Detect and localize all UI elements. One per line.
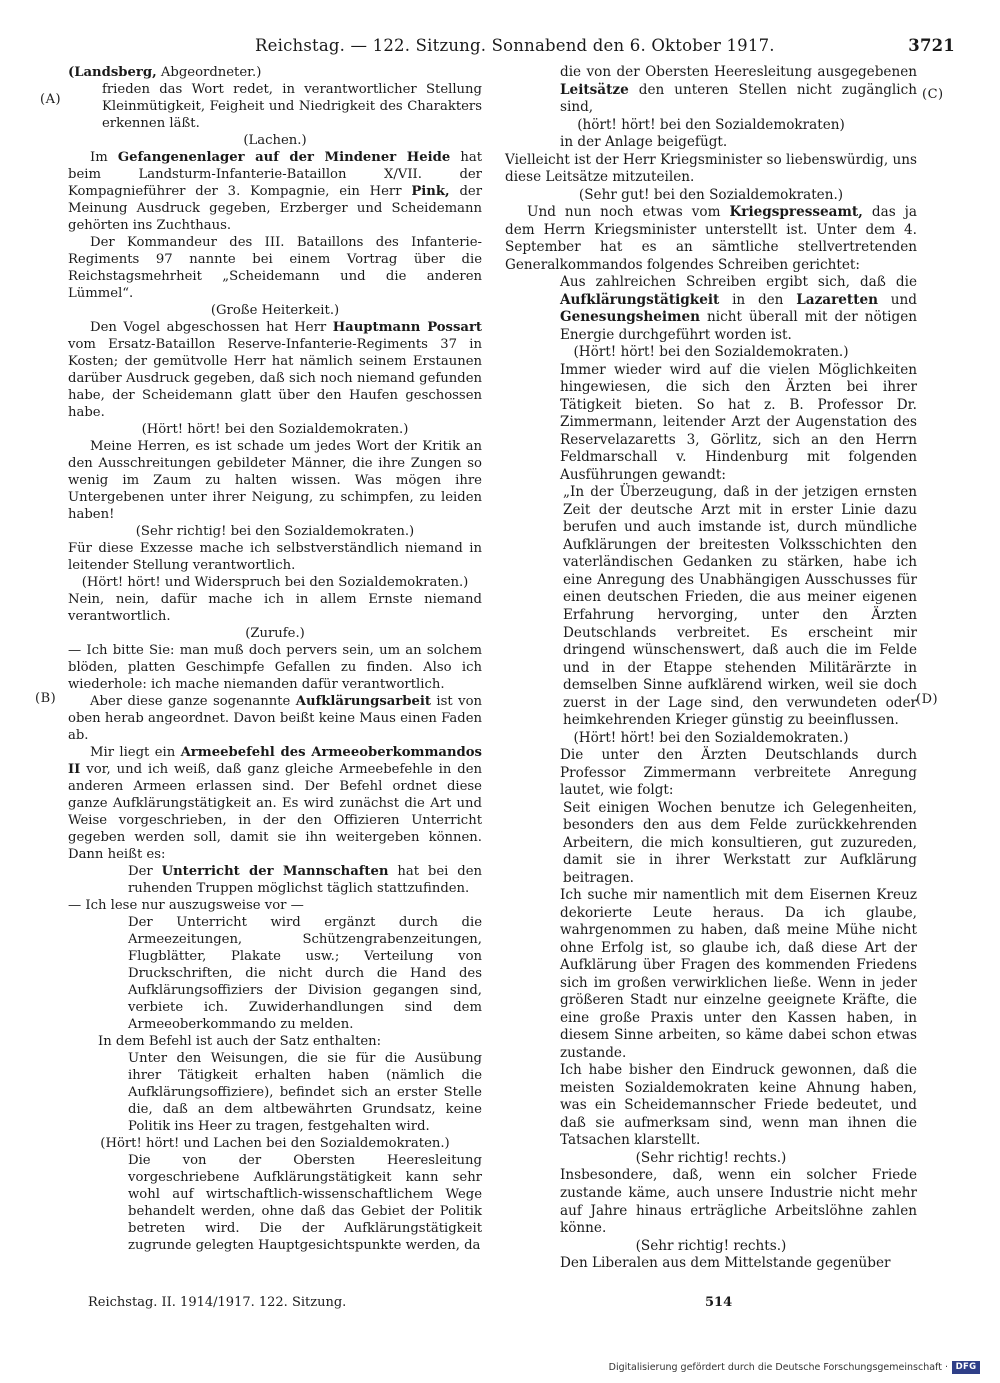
text-run: „In der Überzeugung, daß in der jetzigen ernsten Zeit der deutsche Arzt mit in erster Linie dazu berufen und auch imstande ist, durch mündliche Aufklärungen der breitesten Volksschichten den vaterländischen Gedanken zu stärken, habe ich eine Anregung des Unabhängigen Ausschusses für einen deutschen Frieden, die aus meiner eigenen Erfahrung hervorging, unter den Ärzten Deutschlands verbreitet. Es erscheint mir dringend wünschenswert, daß auch die im Felde und in der Etappe stehenden Militärärzte in demselben Sinne aufklärend wirken, weil sie doch zuerst in der Lage sind, den verwundeten oder heimkehrenden Krieger günstig zu beeinflussen.	[563, 484, 917, 729]
bold-phrase: Gefangenenlager auf der Mindener Heide	[117, 150, 451, 165]
left-paragraph	[68, 302, 482, 319]
text-run: (hört! hört! bei den Sozialdemokraten)	[577, 116, 845, 133]
text-run: Den Vogel abgeschossen hat Herr	[90, 320, 333, 335]
text-run: Immer wieder wird auf die vielen Möglichkeiten hingewiesen, die sich den Ärzten bei ihrer Tätigkeit bieten. So hat z. B. Professor Dr. Zimmermann, leitender Arzt der Augenstation des Reservelazaretts 3, Görlitz, sich an den Herrn Feldmarschall v. Hindenburg mit folgenden Ausführungen gewandt:	[560, 361, 917, 483]
text-run: Nein, nein, dafür mache ich in allem Ernste niemand verantwortlich.	[68, 592, 482, 624]
right-paragraph	[563, 800, 917, 888]
text-run: Aber diese ganze sogenannte	[90, 694, 296, 709]
left-paragraph	[68, 1135, 482, 1152]
bold-phrase: Aufklärungsarbeit	[295, 694, 431, 709]
left-paragraph	[68, 319, 482, 421]
margin-marker-b: (B)	[35, 691, 57, 706]
bold-phrase: Armeebefehl des Armeeoberkommandos II	[68, 745, 482, 777]
right-paragraph	[505, 344, 917, 362]
text-run: Im	[90, 150, 118, 165]
running-header	[255, 36, 955, 60]
text-run: und	[878, 291, 917, 308]
text-run: Abgeordneter.) frieden das Wort redet, in verantwortlicher Stellung Kleinmütigkeit, Feigheit und Niedrigkeit des Charakters erkennen läßt.	[102, 65, 482, 131]
right-paragraph	[505, 117, 917, 135]
text-run: Insbesondere, daß, wenn ein solcher Friede zustande käme, auch unsere Industrie nicht mehr auf Jahre hinaus erträgliche Arbeitslöhne zahlen könne.	[560, 1167, 917, 1237]
digitization-credit	[600, 1361, 980, 1375]
right-paragraph	[560, 274, 917, 344]
bold-phrase: Kriegspresseamt,	[729, 204, 863, 221]
bold-phrase: Leitsätze	[560, 81, 629, 98]
right-paragraph	[560, 1167, 917, 1237]
text-run: — Ich lese nur auszugsweise vor —	[68, 898, 304, 913]
left-paragraph	[128, 863, 482, 897]
credit-text: Digitalisierung gefördert durch die Deutsche Forschungsgemeinschaft ·	[608, 1362, 948, 1373]
text-run: der Meinung Ausdruck gegeben, Erzberger und Scheidemann gehörten ins Zuchthaus.	[68, 184, 482, 233]
right-paragraph	[560, 64, 917, 117]
text-run: (Sehr richtig! bei den Sozialdemokraten.)	[135, 524, 415, 539]
left-paragraph	[68, 149, 482, 234]
text-run: vor, und ich weiß, daß ganz gleiche Armeebefehle in den anderen Armeen erlassen sind. Der Befehl ordnet diese ganze Aufklärungstätigkeit an. Es wird zunächst die Art und Weise vorgeschrieben, in der den Offizieren Unterricht gegeben werden soll, damit sie ihn weitergeben können. Dann heißt es:	[68, 762, 482, 862]
text-run: in der Anlage beigefügt.	[560, 134, 728, 151]
right-paragraph	[505, 1238, 917, 1256]
footer-left: Reichstag. II. 1914/1917. 122. Sitzung.	[88, 1295, 347, 1310]
text-run: Der Kommandeur des III. Bataillons des Infanterie-Regiments 97 nannte bei einem Vortrag über die Reichstagsmehrheit „Scheidemann und die anderen Lümmel“.	[68, 235, 482, 301]
dfg-logo: DFG	[952, 1361, 980, 1374]
right-paragraph	[505, 1150, 917, 1168]
text-run: (Zurufe.)	[245, 626, 305, 641]
right-paragraph	[505, 204, 917, 274]
bold-phrase: Pink,	[411, 184, 450, 199]
right-paragraph	[505, 187, 917, 205]
right-paragraph	[560, 1255, 917, 1273]
text-run: (Hört! hört! bei den Sozialdemokraten.)	[573, 344, 849, 361]
text-run: Die von der Obersten Heeresleitung vorgeschriebene Aufklärungstätigkeit kann sehr wohl auf wirtschaftlich-wissenschaftlichem Wege behandelt werden, ohne daß das Gebiet der Politik betreten wird. Die der Aufklärungstätigkeit zugrunde gelegten Hauptgesichtspunkte werden, da	[128, 1153, 482, 1253]
text-run: Der Unterricht wird ergänzt durch die Armeezeitungen, Schützengrabenzeitungen, Flugblätter, Plakate usw.; Verteilung von Druckschriften, die nicht durch die Hand des Aufklärungsoffiziers der Division gegangen sind, verbiete ich. Zuwiderhandlungen sind dem Armeeoberkommando zu melden.	[128, 915, 482, 1032]
text-run: Für diese Exzesse mache ich selbstverständlich niemand in leitender Stellung verantwortlich.	[68, 541, 482, 573]
bold-phrase: (Landsberg,	[68, 65, 157, 80]
left-paragraph	[68, 642, 482, 693]
left-paragraph	[68, 574, 482, 591]
text-run: hat bei den ruhenden Truppen möglichst täglich stattzufinden.	[128, 864, 483, 896]
right-column	[505, 64, 917, 1273]
left-paragraph	[68, 132, 482, 149]
bold-phrase: Unterricht der Mannschaften	[161, 864, 389, 879]
bold-phrase: Hauptmann Possart	[332, 320, 482, 335]
text-run: (Große Heiterkeit.)	[210, 303, 340, 318]
left-paragraph	[68, 438, 482, 523]
text-run: Ich habe bisher den Eindruck gewonnen, daß die meisten Sozialdemokraten keine Ahnung haben, was ein Scheidemannscher Friede bedeutet, und daß sie aufmerksam sind, wenn man ihnen die Tatsachen klarstellt.	[560, 1062, 917, 1149]
text-run: nicht überall mit der nötigen Energie durchgeführt worden ist.	[560, 309, 917, 343]
text-run: (Hört! hört! bei den Sozialdemokraten.)	[141, 422, 409, 437]
text-run: (Sehr richtig! rechts.)	[635, 1149, 787, 1166]
text-run: Vielleicht ist der Herr Kriegsminister so liebenswürdig, uns diese Leitsätze mitzuteilen.	[505, 151, 917, 186]
right-paragraph	[560, 1062, 917, 1150]
page-number: 3721	[908, 36, 955, 55]
text-run: (Lachen.)	[243, 133, 307, 148]
text-run: vom Ersatz-Bataillon Reserve-Infanterie-Regiments 37 in Kosten; der gemütvolle Herr hat nämlich seinem Erstaunen darüber Ausdruck gegeben, daß sich noch niemand gefunden habe, der Scheidemann glatt über den Haufen geschossen habe.	[68, 337, 482, 420]
left-paragraph	[98, 1033, 482, 1050]
left-paragraph	[68, 64, 482, 132]
text-run: — Ich bitte Sie: man muß doch pervers sein, um an solchem blöden, platten Geschimpfe Gefallen zu finden. Also ich wiederhole: ich mache niemanden dafür verantwortlich.	[68, 643, 482, 692]
text-run: Und nun noch etwas vom	[527, 204, 730, 221]
text-run: Der	[128, 864, 162, 879]
text-run: ist von oben herab angeordnet. Davon beißt keine Maus einen Faden ab.	[68, 694, 482, 743]
left-paragraph	[68, 523, 482, 540]
left-paragraph	[68, 693, 482, 744]
text-run: Meine Herren, es ist schade um jedes Wort der Kritik an den Ausschreitungen gebildeter Männer, die ihre Zungen so wenig im Zaum zu halten wissen. Was mögen ihre Untergebenen unter ihrer Neigung, zu schimpfen, zu leiden haben!	[68, 439, 482, 522]
text-run: den unteren Stellen nicht zugänglich sind,	[560, 81, 917, 116]
text-run: in den	[719, 291, 797, 308]
text-run: (Hört! hört! und Lachen bei den Sozialdemokraten.)	[100, 1136, 450, 1151]
text-run: (Sehr richtig! rechts.)	[635, 1237, 787, 1254]
text-run: hat beim Landsturm-Infanterie-Bataillon X/VII. der Kompagnieführer der 3. Kompagnie, ein Herr	[68, 150, 483, 199]
text-run: Ich suche mir namentlich mit dem Eisernen Kreuz dekorierte Leute heraus. Da ich glaube, wahrgenommen zu haben, daß meine Mühe nicht ohne Erfolg ist, so glaube ich, daß diese Art der Aufklärung über Fragen des kommenden Friedens sich im großen verwirklichen ließe. Wenn in jeder größeren Stadt nur einzelne geeignete Kräfte, die eine große Praxis unter den Kassen haben, in diesem Sinne arbeiten, so käme dabei schon etwas zustande.	[560, 887, 917, 1061]
bold-phrase: Lazaretten	[796, 291, 879, 308]
text-run: das ja dem Herrn Kriegsminister unterstellt ist. Unter dem 4. September hat es an sämtliche stellvertretenden Generalkommandos folgendes Schreiben gerichtet:	[505, 204, 917, 273]
left-paragraph	[128, 1152, 482, 1254]
text-run: Den Liberalen aus dem Mittelstande gegenüber	[560, 1255, 891, 1272]
text-run: (Hört! hört! bei den Sozialdemokraten.)	[573, 729, 849, 746]
left-paragraph	[68, 540, 482, 574]
text-run: Die unter den Ärzten Deutschlands durch Professor Zimmermann verbreitete Anregung lautet, wie folgt:	[560, 747, 917, 799]
left-paragraph	[68, 591, 482, 625]
margin-marker-c: (C)	[922, 87, 944, 102]
bold-phrase: Genesungsheimen	[560, 309, 700, 326]
left-paragraph	[68, 625, 482, 642]
left-paragraph	[68, 234, 482, 302]
margin-marker-d: (D)	[916, 692, 939, 707]
margin-marker-a: (A)	[40, 92, 62, 107]
left-paragraph	[68, 421, 482, 438]
right-paragraph	[560, 887, 917, 1062]
text-run: (Hört! hört! und Widerspruch bei den Sozialdemokraten.)	[81, 575, 469, 590]
left-paragraph	[68, 897, 482, 914]
text-run: Seit einigen Wochen benutze ich Gelegenheiten, besonders den aus dem Felde zurückkehrenden Arbeitern, die mich konsultieren, gut zuzureden, damit sie in ihrer Werkstatt zur Aufklärung beitragen.	[563, 799, 917, 886]
left-paragraph	[128, 1050, 482, 1135]
text-run: Mir liegt ein	[90, 745, 181, 760]
right-paragraph	[505, 730, 917, 748]
right-paragraph	[560, 362, 917, 485]
running-title: Reichstag. — 122. Sitzung. Sonnabend den 6. Oktober 1917.	[255, 36, 775, 55]
right-paragraph	[563, 484, 917, 729]
left-paragraph	[68, 744, 482, 863]
left-column	[68, 64, 482, 1254]
text-run: (Sehr gut! bei den Sozialdemokraten.)	[578, 186, 844, 203]
left-paragraph	[128, 914, 482, 1033]
text-run: In dem Befehl ist auch der Satz enthalten:	[98, 1034, 382, 1049]
text-run: Aus zahlreichen Schreiben ergibt sich, daß die	[560, 274, 917, 291]
text-run: Unter den Weisungen, die sie für die Ausübung ihrer Tätigkeit erhalten haben (nämlich die Aufklärungsoffiziere), befindet sich an erster Stelle die, daß an dem altbewährten Grundsatz, keine Politik ins Heer zu tragen, festgehalten wird.	[128, 1051, 482, 1134]
right-paragraph	[560, 134, 917, 152]
bold-phrase: Aufklärungstätigkeit	[560, 291, 720, 308]
footer-sheet-number: 514	[705, 1295, 733, 1310]
right-paragraph	[505, 152, 917, 187]
right-paragraph	[560, 747, 917, 800]
text-run: die von der Obersten Heeresleitung ausgegebenen	[560, 64, 917, 80]
